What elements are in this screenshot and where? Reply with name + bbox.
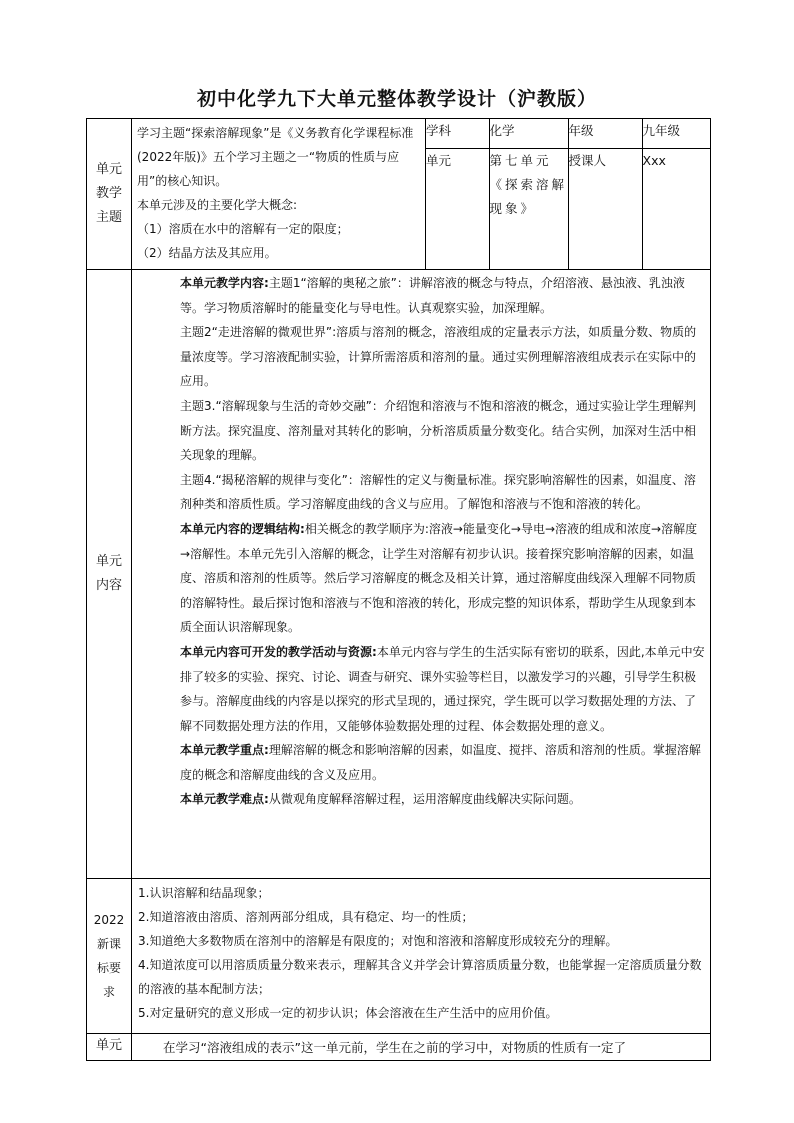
content-paragraph-8: [180, 787, 706, 812]
content-paragraph-5: [180, 517, 706, 640]
content-cell: [132, 270, 711, 879]
label-standard: [87, 879, 132, 1034]
last-cell: [132, 1034, 711, 1061]
theme-text-4: （2）结晶方法及其应用。: [137, 246, 277, 260]
content-paragraph-4: 主题4.“揭秘溶解的规律与变化”：溶解性的定义与衡量标准。探究影响溶解性的因素，如温度、溶剂种类和溶质性质。学习溶解度曲线的含义与应用。了解饱和溶液与不饱和溶液的转化。: [180, 472, 696, 512]
grade-label: 年级: [568, 119, 642, 148]
standard-item: 4.知道浓度可以用溶质质量分数来表示，理解其含义并学会计算溶质质量分数，也能掌握一定溶质质量分数的溶液的基本配制方法；: [138, 958, 702, 996]
page-title: 初中化学九下大单元整体教学设计（沪教版）: [196, 88, 597, 110]
teacher-label: 授课人: [568, 148, 642, 269]
standard-item: 1.认识溶解和结晶现象；: [138, 886, 270, 900]
label-unit-theme-text: 单元 教学 主题: [95, 162, 122, 225]
content-text-7: 理解溶解的概念和影响溶解的因素，如温度、搅拌、溶质和溶剂的性质。掌握溶解度的概念和溶解度曲线的含义及应用。: [180, 743, 701, 782]
content-text-5: 相关概念的教学顺序为:溶液→能量变化→导电→溶液的组成和浓度→溶解度→溶解性。本单元先引入溶解的概念，让学生对溶解有初步认识。接着探究影响溶解的因素，如温度、溶质和溶剂的性质等。然后学习溶解度的概念及相关计算，通过溶解度曲线深入理解不同物质的溶解特性。最后探讨饱和溶液与不饱和溶液的转化，形成完整的知识体系，帮助学生从现象到本质全面认识溶解现象。: [180, 521, 698, 635]
standard-item: 2.知道溶液由溶质、溶剂两部分组成，具有稳定、均一的性质；: [138, 910, 474, 924]
theme-text-3: （1）溶质在水中的溶解有一定的限度；: [137, 222, 349, 236]
content-paragraph-2: 主题2“走进溶解的微观世界”:溶质与溶剂的概念，溶液组成的定量表示方法，如质量分数、物质的量浓度等。学习溶液配制实验，计算所需溶质和溶剂的量。通过实例理解溶液组成表示在实际中的应用。: [180, 325, 697, 389]
standard-item: 3.知道绝大多数物质在溶剂中的溶解是有限度的；对饱和溶液和溶解度形成较充分的理解。: [138, 934, 618, 948]
standard-item: 5.对定量研究的意义形成一定的初步认识；体会溶液在生产生活中的应用价值。: [138, 1006, 558, 1020]
info-cell: [426, 119, 711, 270]
label-unit-content-text: 单元 内容: [95, 554, 122, 593]
unit-label: 单元: [426, 148, 489, 269]
grade-value: 九年级: [642, 119, 711, 148]
info-table: [426, 119, 711, 269]
theme-cell: [132, 119, 426, 270]
teacher-value: Xxx: [642, 148, 711, 269]
content-text-6: 本单元内容与学生的生活实际有密切的联系，因此,本单元中安排了较多的实验、探究、讨论、调查与研究、课外实验等栏目，以激发学习的兴趣，引导学生积极参与。溶解度曲线的内容是以探究的形式呈现的，通过探究，学生既可以学习数据处理的方法、了解不同数据处理方法的作用，又能够体验数据处理的过程、体会数据处理的意义。: [180, 644, 705, 733]
content-text-1: 主题1“溶解的奥秘之旅”：讲解溶液的概念与特点，介绍溶液、悬浊液、乳浊液等。学习物质溶解时的能量变化与导电性。认真观察实验，加深理解。: [180, 276, 685, 315]
content-heading-7: 本单元教学重点:: [180, 743, 269, 758]
content-paragraph-6: [180, 640, 706, 738]
subject-label: 学科: [426, 119, 489, 148]
label-standard-text: 2022 新课 标要 求: [93, 913, 125, 999]
content-heading-1: 本单元教学内容:: [180, 276, 269, 290]
content-heading-6: 本单元内容可开发的教学活动与资源:: [180, 644, 377, 659]
label-last-text: 单元: [95, 1038, 122, 1053]
content-paragraph-3: 主题3.“溶解现象与生活的奇妙交融”：介绍饱和溶液与不饱和溶液的概念，通过实验让学生理解判断方法。探究温度、溶剂量对其转化的影响，分析溶质质量分数变化。结合实例，加深对生活中相关现象的理解。: [180, 398, 697, 463]
standard-cell: [132, 879, 711, 1034]
last-text: 在学习“溶液组成的表示”这一单元前，学生在之前的学习中，对物质的性质有一定了: [163, 1040, 626, 1055]
design-table: [86, 118, 711, 1061]
theme-text-2: 本单元涉及的主要化学大概念:: [137, 198, 298, 212]
label-last: [87, 1034, 132, 1061]
content-heading-5: 本单元内容的逻辑结构:: [180, 521, 305, 536]
subject-value: 化学: [489, 119, 568, 148]
label-unit-theme: [87, 119, 132, 270]
content-paragraph-7: [180, 738, 706, 787]
content-paragraph-1: [180, 271, 706, 320]
unit-value: 第七单元《探索溶解现象》: [489, 148, 568, 269]
content-text-8: 从微观角度解释溶解过程，运用溶解度曲线解决实际问题。: [268, 792, 581, 807]
label-unit-content: [87, 270, 132, 879]
content-heading-8: 本单元教学难点:: [180, 792, 269, 807]
theme-text-1: 学习主题“探索溶解现象”是《义务教育化学课程标准(2022年版)》五个学习主题之一“物质的性质与应用”的核心知识。: [137, 126, 414, 188]
